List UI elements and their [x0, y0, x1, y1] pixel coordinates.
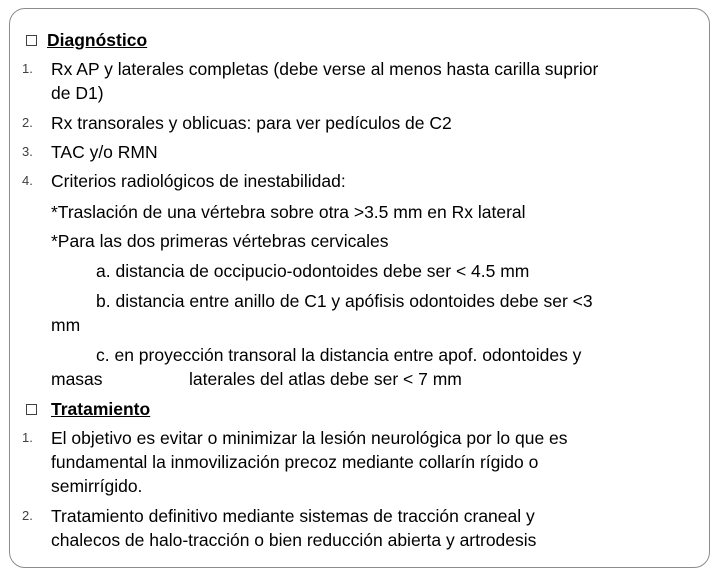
list-item-line: de D1) — [51, 83, 104, 103]
list-number: 2. — [22, 508, 33, 523]
list-number: 1. — [22, 430, 33, 445]
list-number: 3. — [22, 144, 33, 159]
sub-line: mm — [51, 315, 81, 335]
list-number: 2. — [22, 115, 33, 130]
sub-line: *Para las dos primeras vértebras cervicales — [51, 231, 389, 251]
sub-line: a. distancia de occipucio-odontoides debe ser < 4.5 mm — [96, 261, 530, 281]
list-item-line: Criterios radiológicos de inestabilidad: — [51, 171, 346, 191]
list-item-line: chalecos de halo-tracción o bien reducción abierta y artrodesis — [51, 530, 537, 550]
sub-line: masas — [51, 369, 103, 389]
list-item-line: El objetivo es evitar o minimizar la lesión neurológica por lo que es — [51, 428, 568, 448]
sub-line: b. distancia entre anillo de C1 y apófisis odontoides debe ser <3 — [96, 291, 593, 311]
square-bullet-icon — [26, 404, 37, 415]
sub-line: laterales del atlas debe ser < 7 mm — [189, 369, 462, 389]
list-item-line: Rx AP y laterales completas (debe verse al menos hasta carilla suprior — [51, 59, 599, 79]
square-bullet-icon — [26, 35, 37, 46]
list-number: 4. — [22, 173, 33, 188]
sub-line: *Traslación de una vértebra sobre otra >3.5 mm en Rx lateral — [51, 202, 526, 222]
list-item-line: Rx transorales y oblicuas: para ver pedículos de C2 — [51, 113, 452, 133]
list-item-line: Tratamiento definitivo mediante sistemas de tracción craneal y — [51, 506, 535, 526]
list-number: 1. — [22, 61, 33, 76]
section-heading-tratamiento: Tratamiento — [51, 399, 151, 419]
list-item-line: semirrígido. — [51, 476, 143, 496]
section-heading-diagnostico: Diagnóstico — [47, 30, 148, 50]
list-item-line: TAC y/o RMN — [51, 142, 158, 162]
sub-line: c. en proyección transoral la distancia entre apof. odontoides y — [96, 345, 582, 365]
list-item-line: fundamental la inmovilización precoz mediante collarín rígido o — [51, 452, 539, 472]
